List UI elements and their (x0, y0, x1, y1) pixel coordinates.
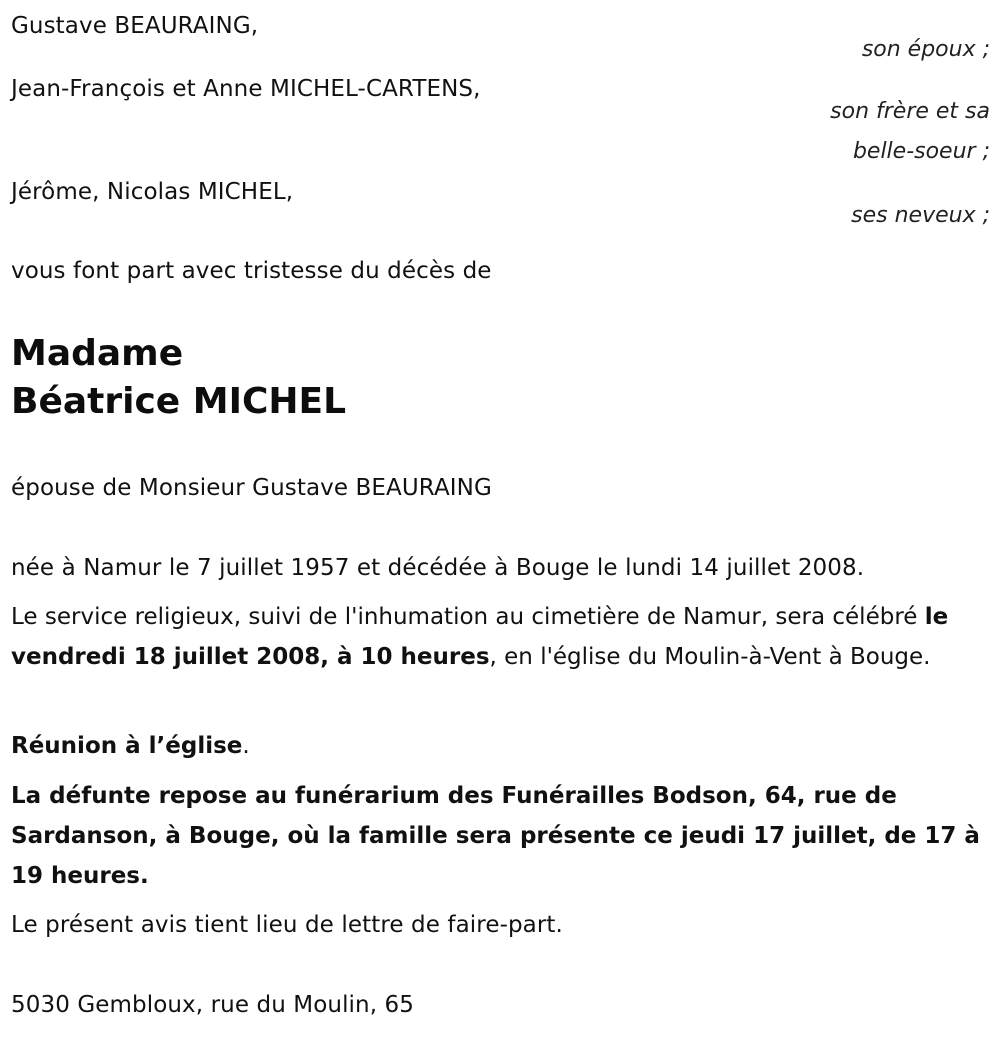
deceased-name: Béatrice MICHEL (11, 381, 347, 422)
family-role-brother-line2: belle-soeur ; (852, 139, 990, 164)
announcement-text: vous font part avec tristesse du décès de (11, 258, 492, 284)
family-name-spouse: Gustave BEAURAING, (11, 13, 259, 39)
family-name-nephews: Jérôme, Nicolas MICHEL, (11, 179, 294, 205)
reunion-suffix: . (242, 733, 250, 759)
service-paragraph (11, 597, 991, 677)
family-role-spouse: son époux ; (861, 37, 990, 62)
deceased-name-block (11, 330, 346, 426)
family-role-brother-line1: son frère et sa (830, 99, 990, 124)
service-text-before: Le service religieux, suivi de l'inhumation au cimetière de Namur, sera célébré (11, 604, 925, 630)
birth-death-line: née à Namur le 7 juillet 1957 et décédée à Bouge le lundi 14 juillet 2008. (11, 555, 865, 581)
visitation-paragraph: La défunte repose au funérarium des Funérailles Bodson, 64, rue de Sardanson, à Bouge, où la famille sera présente ce jeudi 17 juillet, de 17 à 19 heures. (11, 783, 980, 889)
reunion-line (11, 726, 991, 766)
address-line: 5030 Gembloux, rue du Moulin, 65 (11, 992, 415, 1018)
service-text-after: , en l'église du Moulin-à-Vent à Bouge. (489, 644, 931, 670)
family-role-nephews: ses neveux ; (851, 203, 990, 228)
service-date: le vendredi 18 juillet 2008, à 10 heures (11, 604, 949, 670)
notice-line: Le présent avis tient lieu de lettre de faire-part. (11, 912, 563, 938)
spouse-line: épouse de Monsieur Gustave BEAURAING (11, 475, 492, 501)
reunion-bold: Réunion à l’église (11, 733, 243, 759)
family-name-brother: Jean-François et Anne MICHEL-CARTENS, (11, 76, 481, 102)
deceased-title: Madame (11, 333, 184, 374)
